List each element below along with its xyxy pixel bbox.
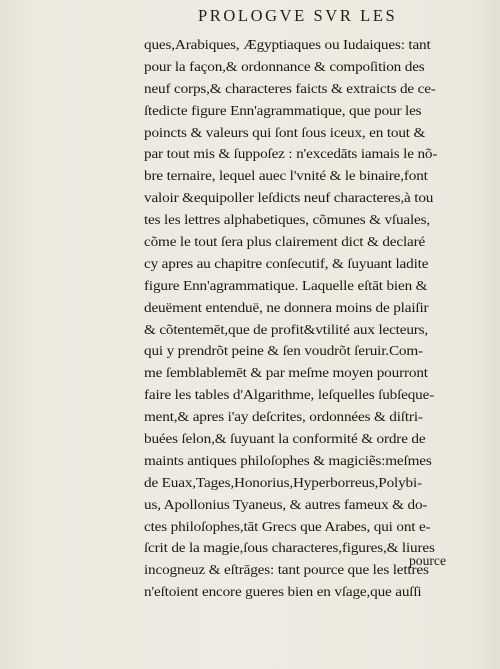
text-line: cõme le tout ſera plus clairement dict & declaré: [144, 234, 426, 250]
catchword: pource: [409, 553, 446, 568]
text-line: maints antiques philoſophes & magiciẽs:meſmes: [144, 452, 432, 468]
text-line: neuf corps,& characteres faicts & extraicts de ce-: [144, 80, 436, 96]
text-line: poincts & valeurs qui ſont ſous iceux, en tout &: [144, 124, 426, 140]
text-line: ſcrit de la magie,ſous characteres,figures,& liures: [144, 540, 435, 556]
text-line: buées ſelon,& ſuyuant la conformité & ordre de: [144, 431, 426, 447]
text-line: me ſemblablemēt & par meſme moyen pourront: [144, 365, 428, 381]
text-line: bre ternaire, lequel auec l'vnité & le binaire,font: [144, 168, 428, 184]
text-block: [144, 34, 470, 603]
text-line: valoir &equipoller leſdicts neuf characteres,à tou: [144, 190, 434, 206]
running-head: PROLOGVE SVR LES: [198, 6, 398, 25]
text-line: par tout mis & ſuppoſez : n'excedāts iamais le nõ-: [144, 146, 438, 162]
text-line: de Euax,Tages,Honorius,Hyperborreus,Polybi-: [144, 474, 422, 490]
text-line: tes les lettres alphabetiques, cõmunes & vſuales,: [144, 212, 431, 228]
text-line: qui y prendrõt peine & ſen voudrõt ſeruir.Com-: [144, 343, 423, 359]
text-line: figure Enn'agrammatique. Laquelle eſtāt bien &: [144, 277, 428, 293]
text-line: deuëment entenduë, ne donnera moins de plaiſir: [144, 299, 429, 315]
text-line: & cõtentemēt,que de profit&vtilité aux lecteurs,: [144, 321, 429, 337]
text-line: ment,& apres i'ay deſcrites, ordonnées & diſtri-: [144, 409, 423, 425]
text-line: incogneuz & eſtrāges: tant pource que les lettres: [144, 562, 429, 578]
text-line: ctes philoſophes,tāt Grecs que Arabes, qui ont e-: [144, 518, 431, 534]
text-line: ſtedicte figure Enn'agrammatique, que pour les: [144, 102, 422, 118]
text-line: us, Apollonius Tyaneus, & autres fameux & do-: [144, 496, 428, 512]
text-line: n'eſtoient encore gueres bien en vſage,que auſſi: [144, 584, 422, 600]
text-line: pour la façon,& ordonnance & compoſition des: [144, 58, 425, 74]
text-line: ques,Arabiques, Ægyptiaques ou Iudaiques: tant: [144, 37, 431, 52]
text-line: cy apres au chapitre conſecutif, & ſuyuant ladite: [144, 255, 429, 271]
text-line: faire les tables d'Algarithme, leſquelles ſubſeque-: [144, 387, 435, 403]
